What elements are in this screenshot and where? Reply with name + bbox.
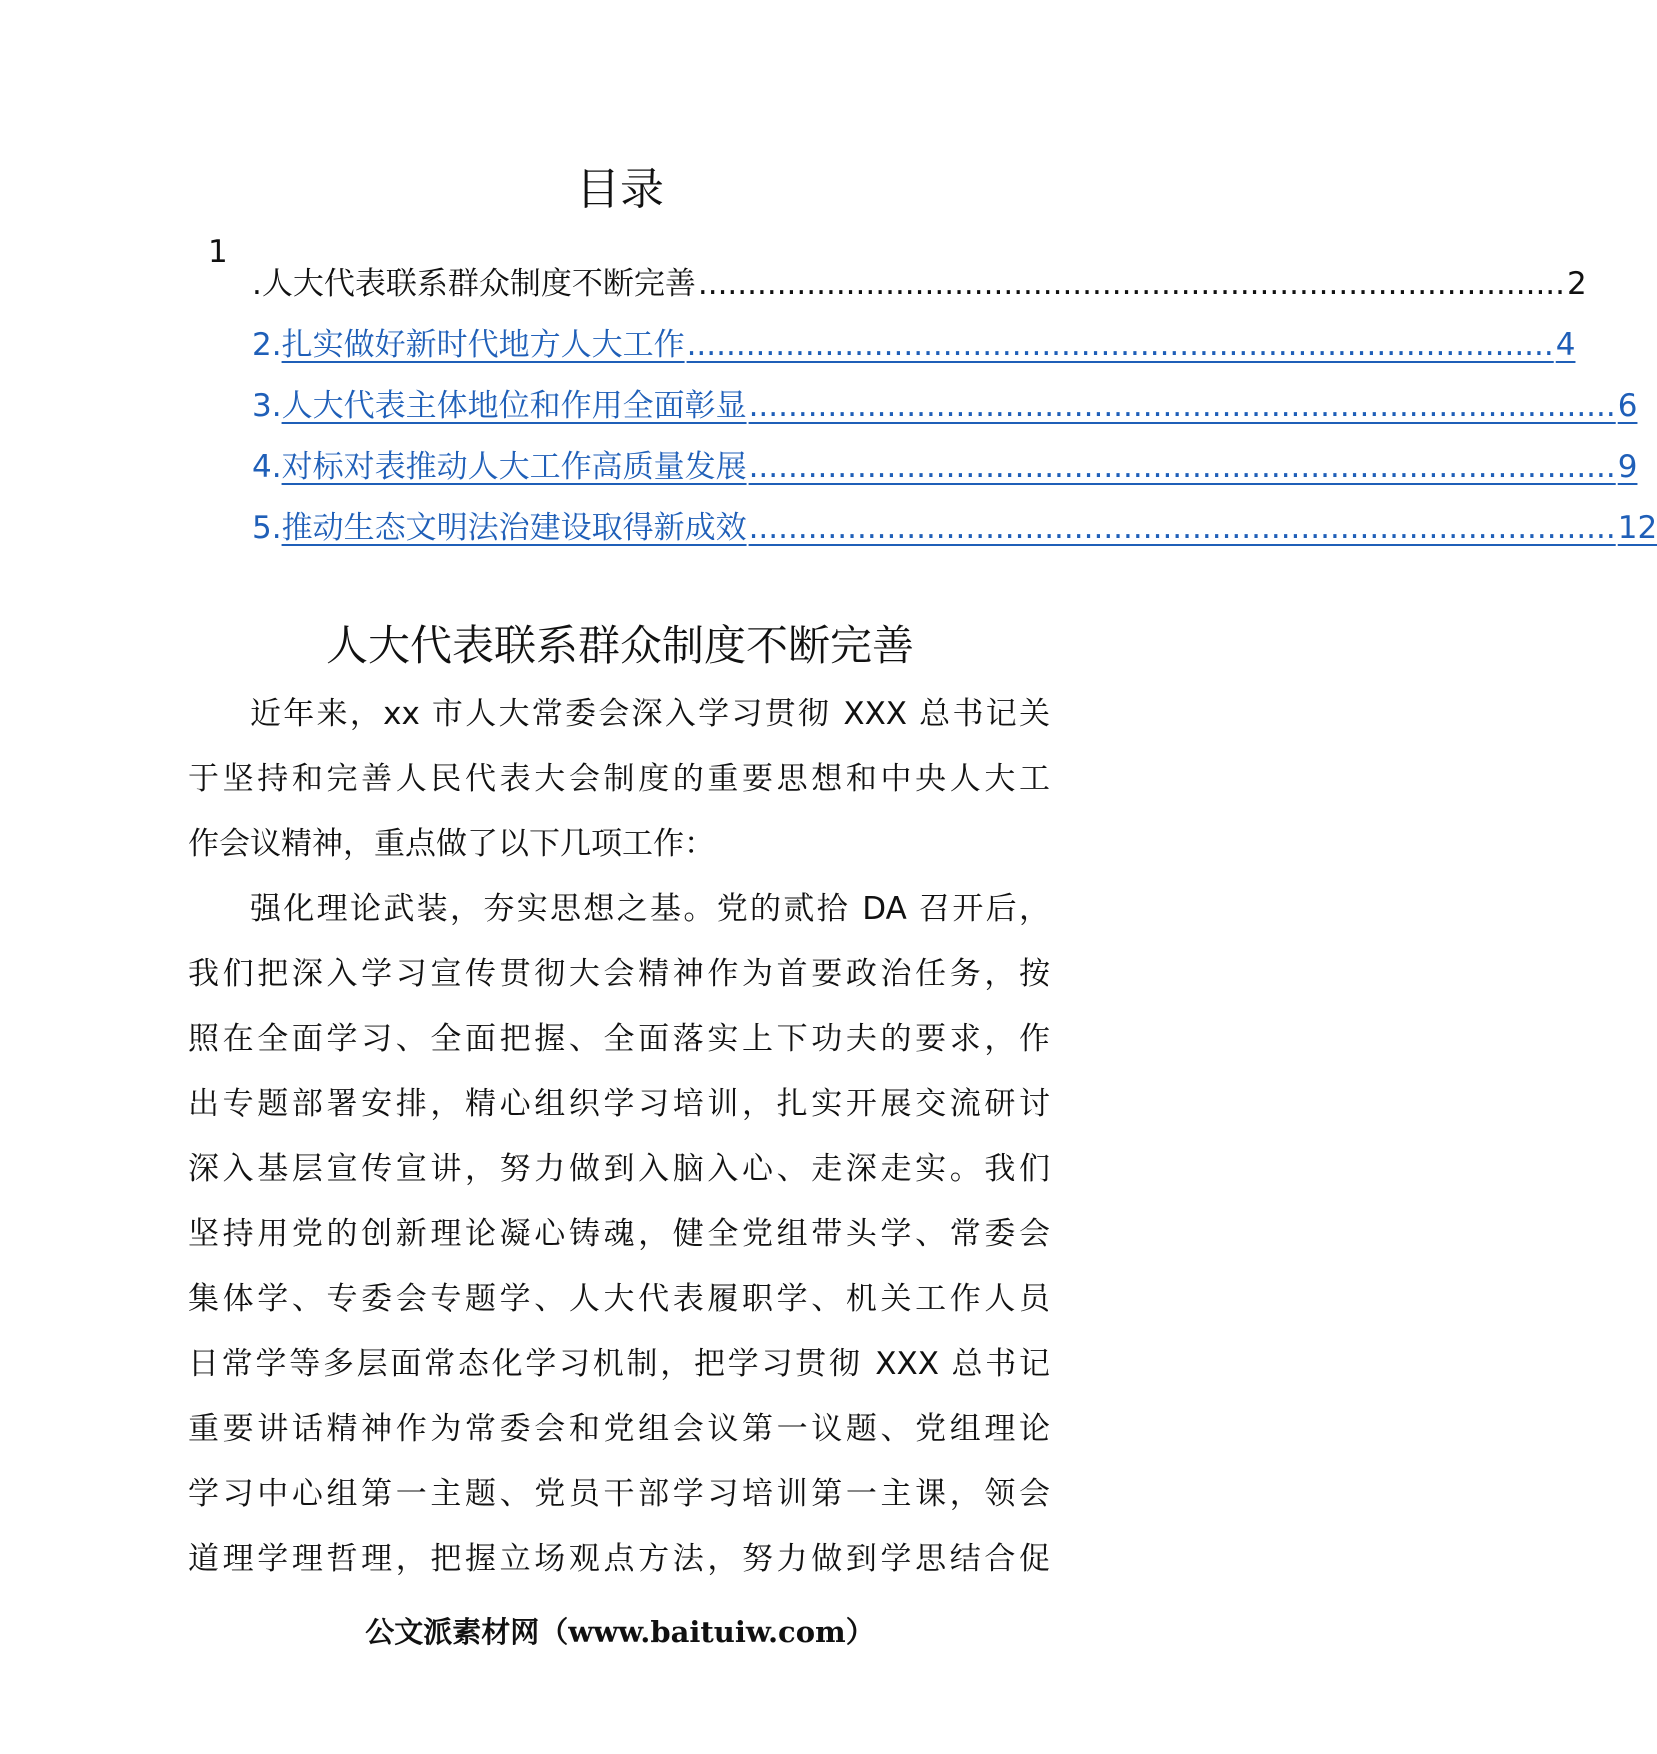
paragraph-1 <box>188 682 1050 877</box>
footer-watermark: 公文派素材网（www.baituiw.com） <box>365 1615 875 1649</box>
body-line: 强化理论武装，夯实思想之基。党的贰拾 DA 召开后， <box>250 891 1050 927</box>
body-line: 作会议精神，重点做了以下几项工作： <box>188 826 715 862</box>
body-line: 近年来，xx 市人大常委会深入学习贯彻 XXX 总书记关 <box>250 696 1050 732</box>
toc-entry-number: . <box>252 266 262 302</box>
toc-entry-number: 5. <box>252 510 282 546</box>
toc-entry-label[interactable]: 对标对表推动人大工作高质量发展 <box>281 449 747 485</box>
toc-entry-1 <box>252 262 1587 306</box>
toc-leader-dots: ........................................................................................ <box>697 266 1566 302</box>
paragraph-2 <box>188 877 1050 1592</box>
toc-entry-number: 3. <box>252 388 282 424</box>
body-line: 于坚持和完善人民代表大会制度的重要思想和中央人大工 <box>188 761 1050 797</box>
article-title: 人大代表联系群众制度不断完善 <box>325 621 914 670</box>
body-line: 集体学、专委会专题学、人大代表履职学、机关工作人员 <box>188 1281 1050 1317</box>
body-line: 道理学理哲理，把握立场观点方法，努力做到学思结合促 <box>188 1541 1050 1577</box>
toc-leader-dots[interactable]: ........................................................................................ <box>686 327 1554 363</box>
toc-entry-5[interactable] <box>252 506 1657 550</box>
toc-entry-4[interactable] <box>252 445 1638 489</box>
toc-entry-page: 2 <box>1567 266 1587 302</box>
toc-title: 目录 <box>576 164 664 215</box>
body-line: 照在全面学习、全面把握、全面落实上下功夫的要求，作 <box>188 1021 1050 1057</box>
toc-entry-2[interactable] <box>252 323 1576 367</box>
body-line: 学习中心组第一主题、党员干部学习培训第一主课，领会 <box>188 1476 1050 1512</box>
body-line: 坚持用党的创新理论凝心铸魂，健全党组带头学、常委会 <box>188 1216 1050 1252</box>
body-line: 深入基层宣传宣讲，努力做到入脑入心、走深走实。我们 <box>188 1151 1050 1187</box>
toc-entry-3[interactable] <box>252 384 1638 428</box>
toc-leader-dots[interactable]: ........................................................................................ <box>748 388 1616 424</box>
toc-entry-page[interactable]: 12 <box>1617 510 1657 546</box>
body-line: 我们把深入学习宣传贯彻大会精神作为首要政治任务，按 <box>188 956 1050 992</box>
toc-entry-label: 人大代表联系群众制度不断完善 <box>261 266 696 302</box>
toc-number: 1 <box>208 234 228 270</box>
toc-entry-label[interactable]: 扎实做好新时代地方人大工作 <box>281 327 685 363</box>
toc-entry-label[interactable]: 人大代表主体地位和作用全面彰显 <box>281 388 747 424</box>
toc-entry-label[interactable]: 推动生态文明法治建设取得新成效 <box>281 510 747 546</box>
toc-entry-number: 4. <box>252 449 282 485</box>
toc-leader-dots[interactable]: ........................................................................................ <box>748 510 1616 546</box>
toc-leader-dots[interactable]: ........................................................................................ <box>748 449 1616 485</box>
toc-entry-page[interactable]: 9 <box>1617 449 1638 485</box>
body-line: 重要讲话精神作为常委会和党组会议第一议题、党组理论 <box>188 1411 1050 1447</box>
body-line: 日常学等多层面常态化学习机制，把学习贯彻 XXX 总书记 <box>188 1346 1050 1382</box>
toc-entry-page[interactable]: 6 <box>1617 388 1638 424</box>
toc-entry-number: 2. <box>252 327 282 363</box>
toc-entry-page[interactable]: 4 <box>1555 327 1576 363</box>
body-line: 出专题部署安排，精心组织学习培训，扎实开展交流研讨 <box>188 1086 1050 1122</box>
